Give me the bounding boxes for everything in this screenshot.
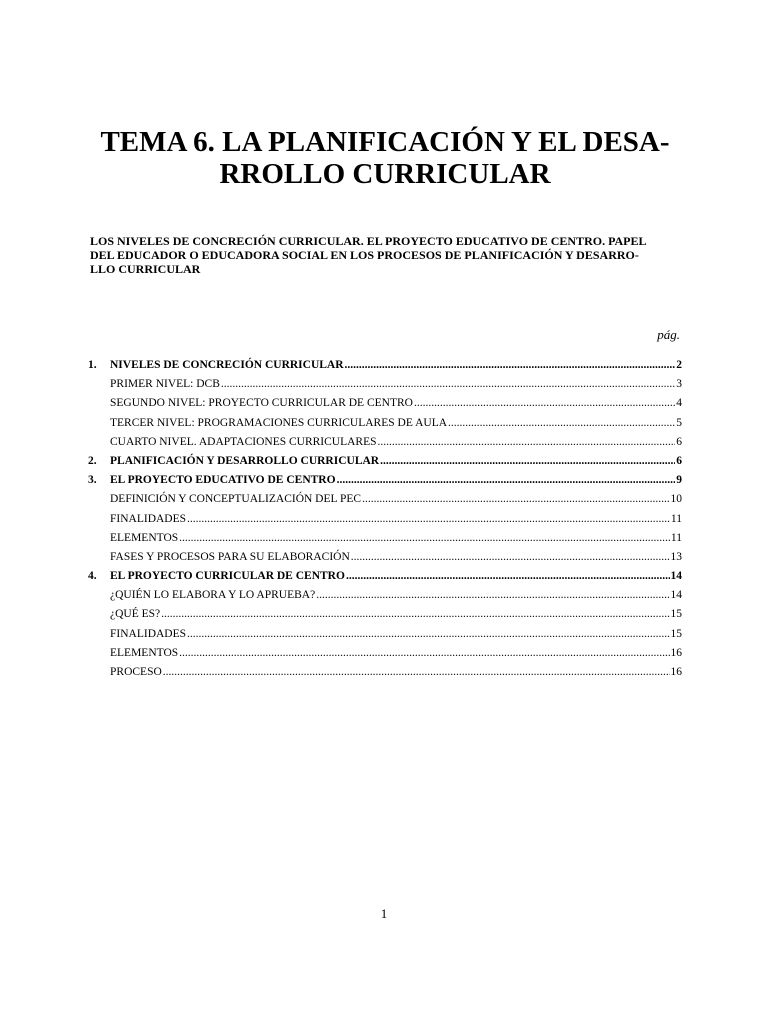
document-subtitle: [90, 234, 682, 276]
toc-entry-page: 15: [670, 608, 682, 621]
toc-entry-page: 11: [670, 531, 682, 544]
toc-entry-title: DEFINICIÓN Y CONCEPTUALIZACIÓN DEL PEC: [110, 493, 362, 506]
toc-entry-page: 14: [670, 589, 682, 602]
toc-entry[interactable]: [88, 625, 682, 644]
toc-entry-number: 2.: [88, 454, 97, 467]
toc-entry-title: ¿QUÉ ES?: [110, 608, 161, 621]
toc-entry-page: 10: [670, 493, 682, 506]
toc-dot-leader: [221, 375, 675, 394]
toc-entry-page: 13: [670, 550, 682, 563]
toc-entry[interactable]: [88, 510, 682, 529]
toc-dot-leader: [161, 605, 669, 624]
toc-entry-title: PLANIFICACIÓN Y DESARROLLO CURRICULAR: [110, 454, 380, 467]
toc-entry-page: 11: [670, 512, 682, 525]
toc-dot-leader: [187, 510, 670, 529]
toc-entry-number: 4.: [88, 570, 97, 583]
toc-entry[interactable]: [88, 433, 682, 452]
toc-entry[interactable]: [88, 586, 682, 605]
toc-dot-leader: [337, 471, 676, 490]
toc-entry-number: 1.: [88, 359, 97, 371]
toc-entry[interactable]: [88, 644, 682, 663]
toc-dot-leader: [414, 394, 675, 413]
subtitle-line-1: LOS NIVELES DE CONCRECIÓN CURRICULAR. EL PROYECTO EDUCATIVO DE CENTRO. PAPEL: [90, 234, 647, 248]
toc-entry-title: SEGUNDO NIVEL: PROYECTO CURRICULAR DE CENTRO: [110, 397, 413, 410]
toc-entry-title: PROCESO: [110, 666, 162, 678]
toc-entry-title: FASES Y PROCESOS PARA SU ELABORACIÓN: [110, 550, 350, 563]
page-number: 1: [380, 906, 388, 921]
toc-entry-title: CUARTO NIVEL. ADAPTACIONES CURRICULARES: [110, 435, 377, 448]
toc-entry-number: 3.: [88, 474, 97, 487]
toc-entry-title: PRIMER NIVEL: DCB: [110, 378, 220, 391]
subtitle-line-2: DEL EDUCADOR O EDUCADORA SOCIAL EN LOS PROCESOS DE PLANIFICACIÓN Y DESARRO-: [90, 248, 639, 262]
toc-entry[interactable]: [88, 567, 682, 586]
toc-dot-leader: [351, 548, 670, 567]
table-of-contents: [88, 356, 682, 682]
toc-entry-title: EL PROYECTO CURRICULAR DE CENTRO: [110, 570, 345, 583]
toc-entry[interactable]: [88, 394, 682, 413]
toc-entry-page: 2: [676, 359, 682, 371]
toc-dot-leader: [316, 586, 669, 605]
toc-entry-title: EL PROYECTO EDUCATIVO DE CENTRO: [110, 474, 336, 487]
toc-dot-leader: [163, 663, 670, 682]
title-line-1: TEMA 6. LA PLANIFICACIÓN Y EL DESA-: [100, 126, 670, 158]
toc-entry-title: NIVELES DE CONCRECIÓN CURRICULAR: [110, 359, 344, 371]
toc-entry-title: ELEMENTOS: [110, 646, 179, 659]
document-title: [90, 126, 680, 190]
toc-entry-page: 16: [670, 666, 682, 678]
toc-entry[interactable]: [88, 490, 682, 509]
toc-entry-page: 14: [670, 570, 682, 583]
toc-entry-page: 9: [676, 474, 682, 487]
toc-entry-page: 5: [676, 416, 682, 429]
toc-entry-page: 4: [676, 397, 682, 410]
toc-dot-leader: [362, 490, 669, 509]
toc-entry[interactable]: [88, 471, 682, 490]
toc-entry-title: FINALIDADES: [110, 512, 187, 525]
toc-dot-leader: [346, 567, 670, 586]
toc-entry[interactable]: [88, 356, 682, 375]
toc-dot-leader: [179, 644, 669, 663]
page-column-label: pág.: [657, 327, 680, 342]
toc-entry-page: 16: [670, 646, 682, 659]
toc-entry-page: 15: [670, 627, 682, 640]
toc-dot-leader: [345, 356, 676, 375]
subtitle-line-3: LLO CURRICULAR: [90, 262, 201, 276]
toc-entry-title: FINALIDADES: [110, 627, 187, 640]
toc-entry-title: ¿QUIÉN LO ELABORA Y LO APRUEBA?: [110, 589, 316, 602]
toc-entry[interactable]: [88, 529, 682, 548]
toc-entry[interactable]: [88, 605, 682, 624]
toc-entry[interactable]: [88, 663, 682, 682]
toc-entry-title: ELEMENTOS: [110, 531, 179, 544]
toc-dot-leader: [187, 625, 669, 644]
toc-entry-title: TERCER NIVEL: PROGRAMACIONES CURRICULARES DE AULA: [110, 416, 448, 429]
toc-entry-page: 3: [676, 378, 682, 391]
toc-entry-page: 6: [676, 435, 682, 448]
toc-entry[interactable]: [88, 548, 682, 567]
toc-dot-leader: [448, 414, 675, 433]
toc-dot-leader: [378, 433, 676, 452]
toc-entry[interactable]: [88, 414, 682, 433]
toc-entry[interactable]: [88, 452, 682, 471]
toc-entry[interactable]: [88, 375, 682, 394]
toc-dot-leader: [380, 452, 675, 471]
toc-dot-leader: [179, 529, 670, 548]
title-line-2: RROLLO CURRICULAR: [219, 158, 551, 190]
toc-entry-page: 6: [676, 454, 682, 467]
